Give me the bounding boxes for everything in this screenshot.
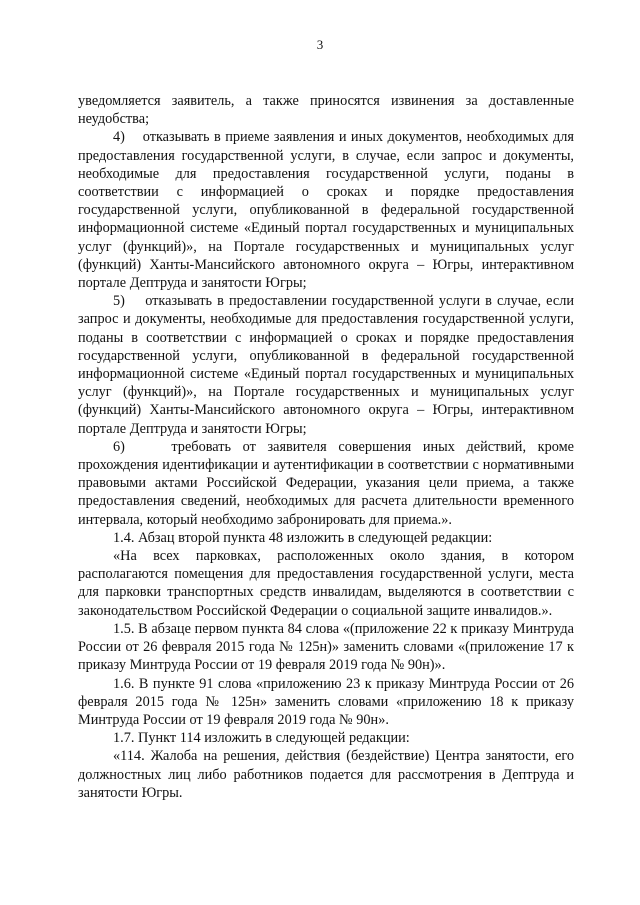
paragraph-1-5: 1.5. В абзаце первом пункта 84 слова «(приложение 22 к приказу Минтруда России от 26 февраля 2015 года № 125н)» заменить словами «(приложение 17 к приказу Минтруда России от 19 февраля 2019 года № 90н)». [78, 620, 574, 674]
paragraph-item-5: 5) отказывать в предоставлении государственной услуги в случае, если запрос и документы, необходимые для предоставления государственной услуги, поданы в соответствии с информацией о сроках и порядке предоставления государственной услуги, опубликованной в федеральной государственной информационной системе «Единый портал государственных и муниципальных услуг (функций)», на Портале государственных и муниципальных услуг (функций) Ханты-Мансийского автономного округа – Югры, интерактивном портале Дептруда и занятости Югры; [78, 293, 574, 437]
paragraph-1-7-quote: «114. Жалоба на решения, действия (бездействие) Центра занятости, его должностных лиц либо работников подается для рассмотрения в Дептруда и занятости Югры. [78, 748, 574, 801]
page-number: 3 [316, 37, 324, 52]
paragraph-1-4-quote: «На всех парковках, расположенных около здания, в котором располагаются помещения для предоставления государственной услуги, места для парковки транспортных средств инвалидам, выделяются в соответствии с законодательством Российской Федерации о социальной защите инвалидов.». [78, 548, 574, 619]
paragraph-1-7: 1.7. Пункт 114 изложить в следующей редакции: [113, 730, 410, 747]
paragraph-1-4: 1.4. Абзац второй пункта 48 изложить в следующей редакции: [113, 529, 493, 546]
paragraph-item-4: 4) отказывать в приеме заявления и иных документов, необходимых для предоставления государственной услуги, в случае, если запрос и документы, необходимые для предоставления государственной услуги, поданы в соответствии с информацией о сроках и порядке предоставления государственной услуги, опубликованной в федеральной государственной информационной системе «Единый портал государственных и муниципальных услуг (функций)», на Портале государственных и муниципальных услуг (функций) Ханты-Мансийского автономного округа – Югры, интерактивном портале Дептруда и занятости Югры; [78, 129, 574, 292]
paragraph-continuation: уведомляется заявитель, а также приносятся извинения за доставленные неудобства; [78, 93, 574, 128]
paragraph-item-6: 6) требовать от заявителя совершения иных действий, кроме прохождения идентификации и аутентификации в соответствии с нормативными правовыми актами Российской Федерации, указания цели приема, а также предоставления сведений, необходимых для расчета длительности временного интервала, который необходимо забронировать для приема.». [78, 438, 574, 528]
document-body [78, 92, 574, 802]
paragraph-1-6: 1.6. В пункте 91 слова «приложению 23 к приказу Минтруда России от 26 февраля 2015 года № 125н» заменить словами «приложению 18 к приказу Минтруда России от 19 февраля 2019 года № 90н». [78, 675, 574, 728]
